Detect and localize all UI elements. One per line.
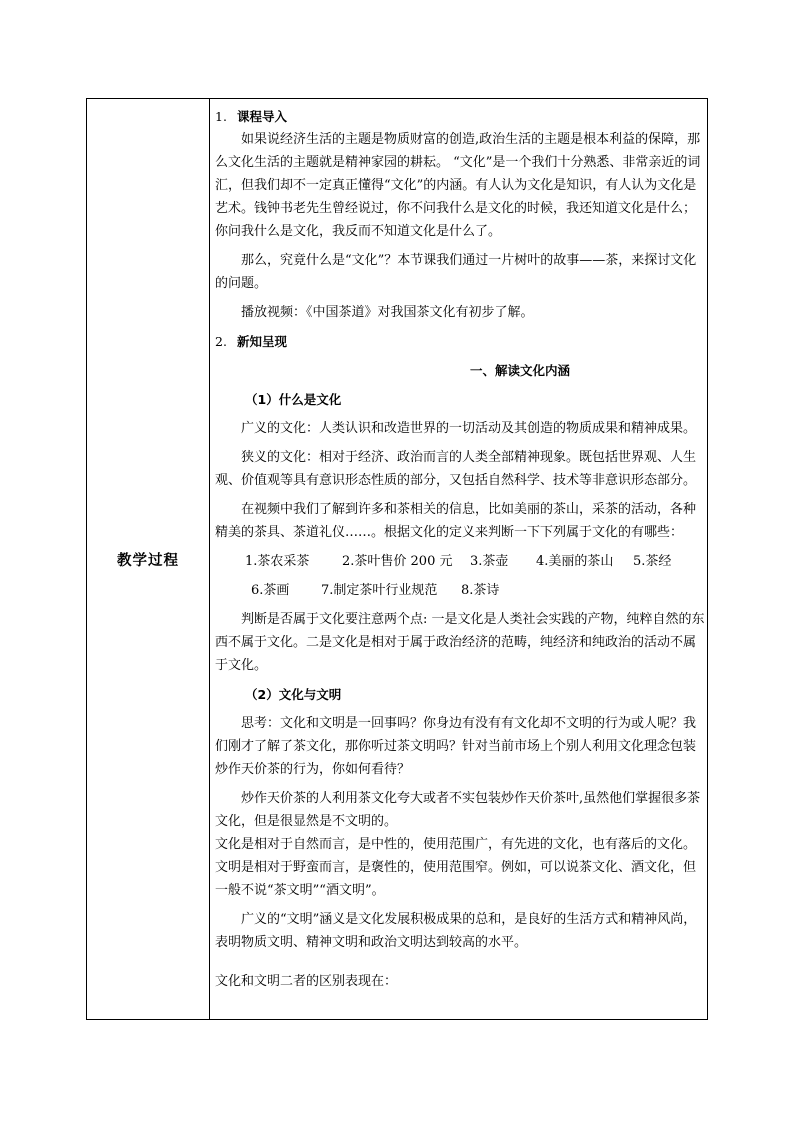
section-heading-2 <box>215 330 705 353</box>
broad-culture-paragraph: 广义的文化：人类认识和改造世界的一切活动及其创造的物质成果和精神成果。 <box>241 421 697 436</box>
option-item: 3.茶壶 <box>470 554 509 569</box>
intro-paragraph-2: 那么，究竟什么是“文化”？本节课我们通过一片树叶的故事——茶，来探讨文化的问题。 <box>215 253 697 291</box>
intro-paragraph-3: 播放视频：《中国茶道》对我国茶文化有初步了解。 <box>241 305 534 320</box>
option-item: 5.茶经 <box>633 554 672 569</box>
intro-paragraph-1: 如果说经济生活的主题是物质财富的创造,政治生活的主题是根本利益的保障，那么文化生活的主题就是精神家园的耕耘。 “文化”是一个我们十分熟悉、非常亲近的词汇，但我们却不一定真正懂得“文化”的内涵。有人认为文化是知识，有人认为文化是艺术。钱钟书老先生曾经说过，你不问我什么是文化的时候，我还知道文化是什么；你问我什么是文化，我反而不知道文化是什么了。 <box>215 132 701 239</box>
option-item: 7.制定茶叶行业规范 <box>321 583 438 598</box>
difference-paragraph: 文化和文明二者的区别表现在： <box>215 974 398 989</box>
content-cell <box>215 105 705 993</box>
hype-paragraph: 炒作天价茶的人利用茶文化夸大或者不实包装炒作天价茶叶,虽然他们掌握很多茶文化，但是很显然是不文明的。 <box>215 791 701 829</box>
option-item: 8.茶诗 <box>461 583 500 598</box>
section-number-1: 1. <box>215 109 227 124</box>
broad-civilization-paragraph: 广义的“文明”涵义是文化发展积极成果的总和，是良好的生活方式和精神风尚，表明物质文明、精神文明和政治文明达到较高的水平。 <box>215 912 697 950</box>
subsection-title-2: （2）文化与文明 <box>245 687 342 702</box>
column-divider <box>209 99 210 1019</box>
option-item: 6.茶画 <box>251 583 290 598</box>
part-title: 一、解读文化内涵 <box>469 363 570 378</box>
judge-paragraph: 判断是否属于文化要注意两个点: 一是文化是人类社会实践的产物，纯粹自然的东西不属于文化。二是文化是相对于属于政治经济的范畴，纯经济和纯政治的活动不属于文化。 <box>215 612 705 673</box>
narrow-culture-paragraph: 狭义的文化：相对于经济、政治而言的人类全部精神现象。既包括世界观、人生观、价值观等具有意识形态性质的部分，又包括自然科学、技术等非意识形态部分。 <box>215 450 697 488</box>
civilization-paragraph: 文明是相对于野蛮而言，是褒性的，使用范围窄。例如，可以说茶文化、酒文化，但一般不说“茶文明”“酒文明”。 <box>215 860 697 898</box>
options-row-2 <box>215 579 705 602</box>
section-number-2: 2. <box>215 334 227 349</box>
section-title-2: 新知呈现 <box>237 334 288 349</box>
video-paragraph: 在视频中我们了解到许多和茶相关的信息，比如美丽的茶山，采茶的活动，各种精美的茶具、茶道礼仪……。根据文化的定义来判断一下下列属于文化的有哪些： <box>215 502 697 540</box>
options-row-1 <box>215 550 705 573</box>
section-heading-1 <box>215 105 705 128</box>
think-paragraph: 思考：文化和文明是一回事吗？你身边有没有有文化却不文明的行为或人呢？我们刚才了解了茶文化，那你听过茶文明吗？针对当前市场上个别人利用文化理念包装炒作天价茶的行为，你如何看待？ <box>215 716 697 777</box>
option-item: 2.茶叶售价 200 元 <box>342 554 453 569</box>
subsection-title-1: （1）什么是文化 <box>245 392 342 407</box>
row-label: 教学过程 <box>117 552 179 569</box>
option-item: 1.茶农采茶 <box>245 554 310 569</box>
lesson-table <box>86 98 708 1020</box>
culture-paragraph: 文化是相对于自然而言，是中性的，使用范围广，有先进的文化，也有落后的文化。 <box>215 837 697 852</box>
option-item: 4.美丽的茶山 <box>536 554 614 569</box>
section-title-1: 课程导入 <box>237 109 288 124</box>
